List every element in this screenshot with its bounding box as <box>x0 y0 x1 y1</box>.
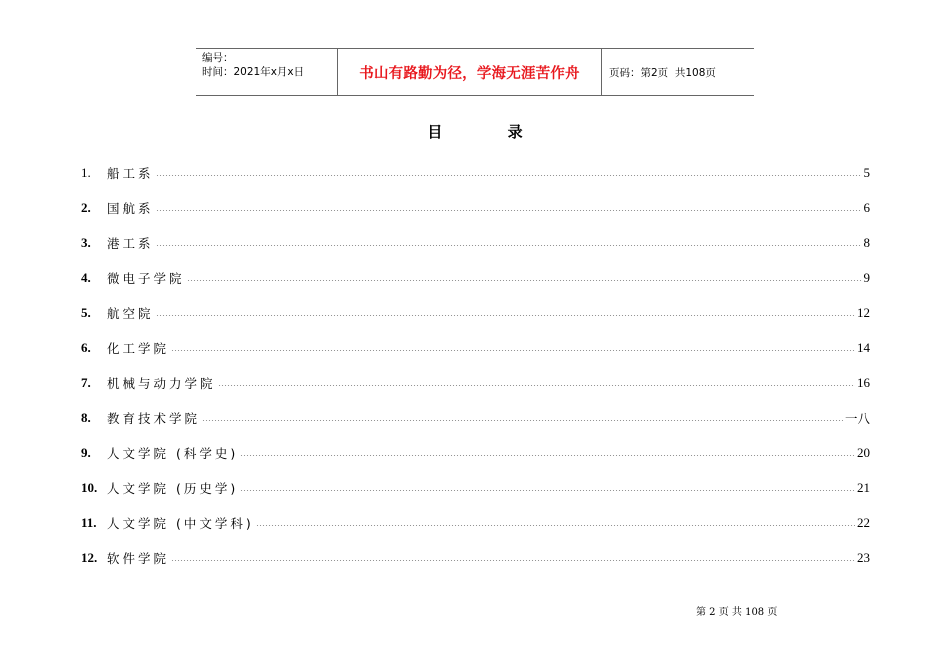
toc-entry-page: 20 <box>857 444 870 460</box>
toc-entry-number: 11. <box>81 514 97 530</box>
toc-entry-label: 航空院 <box>107 305 154 321</box>
toc-entry-page: 9 <box>863 269 870 285</box>
toc-title: 目 录 <box>427 123 553 141</box>
toc-entry-page: 6 <box>863 199 870 215</box>
toc-entry[interactable] <box>81 400 870 435</box>
toc-entry-number: 6. <box>81 339 91 355</box>
toc-entry-page: 16 <box>857 374 870 390</box>
header-motto-cell <box>338 49 602 95</box>
toc-dot-leader <box>256 525 855 526</box>
toc-dot-leader <box>156 315 855 316</box>
page-footer: 第 2 页 共 108 页 <box>696 607 778 618</box>
toc-entry-label: 人文学院 (科学史) <box>107 445 239 461</box>
toc-entry-page: 5 <box>863 164 870 180</box>
time-label: 时间：2021年x月x日 <box>202 66 305 78</box>
toc-entry-page: 23 <box>857 549 870 565</box>
toc-entry[interactable] <box>81 365 870 400</box>
toc-entry[interactable] <box>81 190 870 225</box>
toc-dot-leader <box>171 560 855 561</box>
toc-list <box>81 155 870 575</box>
header-page-cell <box>602 49 754 95</box>
toc-entry[interactable] <box>81 435 870 470</box>
toc-entry-page: 22 <box>857 514 870 530</box>
toc-entry-label: 国航系 <box>107 200 154 216</box>
toc-entry[interactable] <box>81 295 870 330</box>
toc-dot-leader <box>240 490 855 491</box>
toc-entry-number: 10. <box>81 479 98 495</box>
toc-dot-leader <box>156 245 862 246</box>
toc-dot-leader <box>202 420 843 421</box>
toc-entry-page: 21 <box>857 479 870 495</box>
toc-entry-label: 微电子学院 <box>107 270 185 286</box>
toc-entry-label: 人文学院 (历史学) <box>107 480 239 496</box>
toc-entry-number: 5. <box>81 304 91 320</box>
toc-entry-label: 机械与动力学院 <box>107 375 216 391</box>
toc-entry-label: 软件学院 <box>107 550 170 566</box>
toc-entry-number: 8. <box>81 409 91 425</box>
toc-entry[interactable] <box>81 225 870 260</box>
toc-dot-leader <box>240 455 855 456</box>
toc-dot-leader <box>218 385 855 386</box>
toc-dot-leader <box>156 175 862 176</box>
toc-entry-page: 8 <box>863 234 870 250</box>
toc-dot-leader <box>156 210 862 211</box>
toc-entry-label: 教育技术学院 <box>107 410 201 426</box>
page-info: 页码：第2页 共108页 <box>609 66 716 79</box>
toc-entry-number: 9. <box>81 444 91 460</box>
toc-dot-leader <box>187 280 862 281</box>
toc-entry-page: 一八 <box>844 410 870 426</box>
toc-entry-number: 1. <box>81 164 91 180</box>
toc-entry[interactable] <box>81 260 870 295</box>
toc-entry[interactable] <box>81 155 870 190</box>
toc-entry-label: 船工系 <box>107 165 154 181</box>
toc-entry[interactable] <box>81 505 870 540</box>
toc-entry-number: 2. <box>81 199 91 215</box>
document-header <box>196 48 754 96</box>
serial-label: 编号： <box>202 52 234 64</box>
toc-entry-number: 4. <box>81 269 91 285</box>
toc-entry-page: 14 <box>857 339 870 355</box>
toc-entry-page: 12 <box>857 304 870 320</box>
toc-entry-label: 港工系 <box>107 235 154 251</box>
toc-entry[interactable] <box>81 330 870 365</box>
header-meta-cell <box>196 49 338 95</box>
toc-dot-leader <box>171 350 855 351</box>
toc-entry[interactable] <box>81 470 870 505</box>
toc-entry-number: 12. <box>81 549 98 565</box>
toc-entry-label: 人文学院 (中文学科) <box>107 515 254 531</box>
toc-entry[interactable] <box>81 540 870 575</box>
toc-entry-number: 3. <box>81 234 91 250</box>
toc-entry-label: 化工学院 <box>107 340 170 356</box>
motto-text: 书山有路勤为径，学海无涯苦作舟 <box>359 65 580 82</box>
toc-entry-number: 7. <box>81 374 91 390</box>
